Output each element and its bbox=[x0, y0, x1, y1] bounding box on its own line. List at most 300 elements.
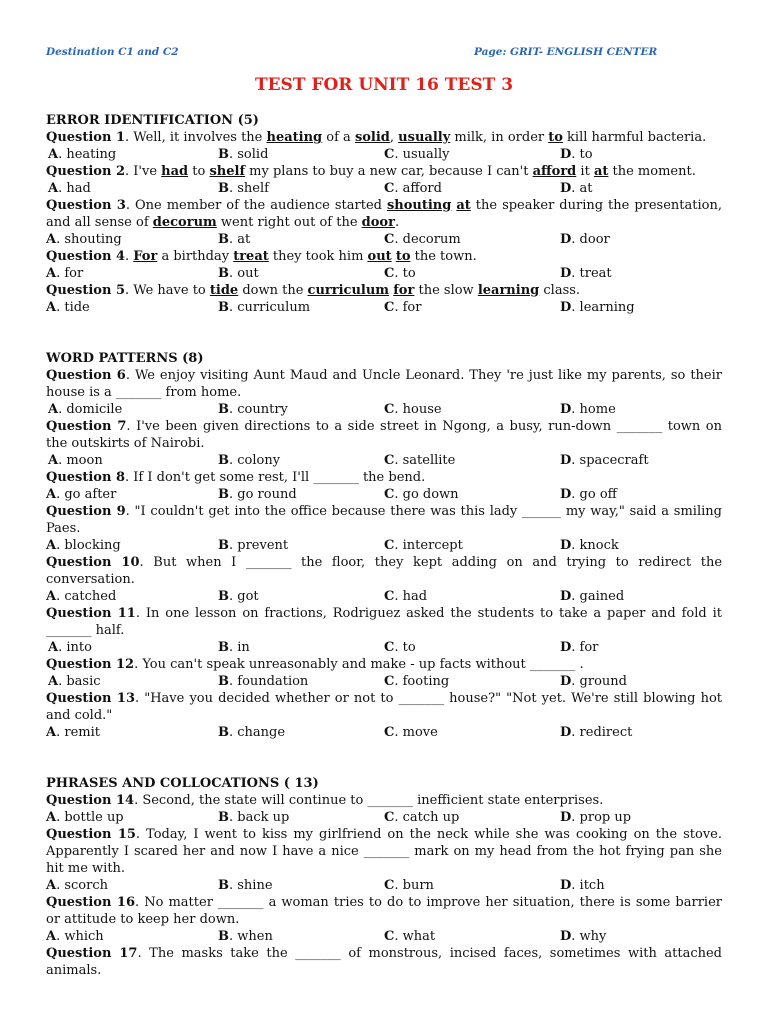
option-letter: D bbox=[560, 929, 572, 944]
option-text: . for bbox=[571, 640, 599, 655]
option-d[interactable] bbox=[560, 180, 720, 197]
question-text bbox=[46, 690, 722, 724]
option-letter: A bbox=[48, 402, 59, 417]
question-segment: the speaker during the presentation, and all sense of bbox=[46, 198, 722, 230]
option-letter: B bbox=[218, 810, 229, 825]
option-c[interactable] bbox=[384, 639, 560, 656]
question-label: Question 12 bbox=[46, 657, 135, 672]
question-label: Question 1 bbox=[46, 130, 126, 145]
options-row bbox=[46, 299, 722, 316]
option-text: . home bbox=[571, 402, 616, 417]
option-text: . go down bbox=[394, 487, 459, 502]
option-text: . shelf bbox=[229, 181, 269, 196]
question-segment: . I've been given directions to a side street in Ngong, a busy, run-down bbox=[126, 419, 617, 434]
question-segment: . The masks take the bbox=[137, 946, 296, 961]
option-text: . catched bbox=[56, 589, 117, 604]
option-letter: D bbox=[560, 725, 572, 740]
option-text: . gained bbox=[571, 589, 625, 604]
option-letter: A bbox=[46, 538, 57, 553]
options-row bbox=[46, 673, 722, 690]
question-segment: went right out of the bbox=[216, 215, 362, 230]
option-b[interactable] bbox=[218, 299, 384, 316]
question-label: Question 7 bbox=[46, 419, 127, 434]
option-letter: B bbox=[218, 147, 229, 162]
option-letter: B bbox=[218, 232, 229, 247]
question-segment: . bbox=[394, 215, 400, 230]
options-row bbox=[46, 588, 722, 605]
question-text bbox=[46, 945, 722, 979]
answer-blank: _______ bbox=[363, 844, 410, 859]
option-letter: D bbox=[560, 674, 572, 689]
option-d[interactable] bbox=[560, 537, 720, 554]
option-d[interactable] bbox=[560, 877, 720, 894]
option-letter: B bbox=[218, 181, 229, 196]
option-text: . at bbox=[571, 181, 593, 196]
option-text: . for bbox=[394, 300, 422, 315]
option-text: . prop up bbox=[571, 810, 632, 825]
option-text: . shouting bbox=[56, 232, 122, 247]
option-text: . satellite bbox=[394, 453, 456, 468]
answer-blank: _______ bbox=[295, 946, 341, 961]
option-letter: B bbox=[218, 538, 229, 553]
option-d[interactable] bbox=[560, 486, 720, 503]
answer-blank: _______ bbox=[115, 385, 162, 400]
option-c[interactable] bbox=[384, 146, 560, 163]
option-a[interactable] bbox=[46, 452, 218, 469]
question-segment: . "Have you decided whether or not to bbox=[135, 691, 399, 706]
answer-blank: _______ bbox=[245, 555, 292, 570]
option-letter: C bbox=[384, 487, 395, 502]
option-letter: B bbox=[218, 674, 229, 689]
question-segment: of monstrous, incised faces, sometimes with attached animals. bbox=[46, 946, 723, 978]
option-letter: C bbox=[384, 878, 395, 893]
option-letter: D bbox=[560, 589, 572, 604]
option-letter: B bbox=[218, 929, 229, 944]
option-letter: C bbox=[384, 402, 395, 417]
question-text bbox=[46, 282, 722, 299]
option-text: . why bbox=[571, 929, 607, 944]
underlined-word: curriculum bbox=[307, 283, 390, 298]
question-segment: the bend. bbox=[358, 470, 426, 485]
option-text: . afford bbox=[394, 181, 442, 196]
question-segment: half. bbox=[91, 623, 125, 638]
test-content bbox=[46, 112, 722, 979]
option-letter: B bbox=[218, 402, 229, 417]
option-text: . back up bbox=[229, 810, 290, 825]
option-text: . itch bbox=[571, 878, 605, 893]
option-text: . got bbox=[229, 589, 259, 604]
option-b[interactable] bbox=[218, 180, 384, 197]
options-row bbox=[46, 486, 722, 503]
option-a[interactable] bbox=[46, 724, 218, 741]
question-label: Question 5 bbox=[46, 283, 126, 298]
option-letter: A bbox=[48, 674, 59, 689]
question-segment: a woman tries to do to improve her situation, there is some barrier or attitude to keep her down. bbox=[46, 895, 722, 927]
question-text bbox=[46, 418, 722, 452]
option-letter: C bbox=[384, 147, 395, 162]
option-text: . go after bbox=[56, 487, 117, 502]
underlined-word: treat bbox=[233, 249, 269, 264]
option-d[interactable] bbox=[560, 299, 720, 316]
option-b[interactable] bbox=[218, 231, 384, 248]
question-segment: . Today, I went to kiss my girlfriend on the neck while she was cooking on the stove. Apparently I scared her and now I have a nice bbox=[46, 827, 722, 859]
option-b[interactable] bbox=[218, 537, 384, 554]
question-label: Question 16 bbox=[46, 895, 135, 910]
section-spacer bbox=[46, 316, 722, 350]
option-c[interactable] bbox=[384, 401, 560, 418]
underlined-word: out bbox=[367, 249, 392, 264]
question-segment: down the bbox=[238, 283, 308, 298]
option-b[interactable] bbox=[218, 486, 384, 503]
option-b[interactable] bbox=[218, 265, 384, 282]
option-letter: D bbox=[560, 147, 572, 162]
question-label: Question 15 bbox=[46, 827, 136, 842]
option-letter: D bbox=[560, 181, 572, 196]
question-segment: house?" "Not yet. We're still blowing hot and cold." bbox=[46, 691, 722, 723]
option-letter: A bbox=[46, 725, 57, 740]
option-b[interactable] bbox=[218, 809, 384, 826]
option-text: . knock bbox=[571, 538, 619, 553]
option-d[interactable] bbox=[560, 588, 720, 605]
option-text: . go off bbox=[571, 487, 617, 502]
question-text bbox=[46, 656, 722, 673]
options-row bbox=[46, 809, 722, 826]
option-text: . decorum bbox=[394, 232, 461, 247]
option-d[interactable] bbox=[560, 928, 720, 945]
option-d[interactable] bbox=[560, 452, 720, 469]
underlined-word: tide bbox=[209, 283, 239, 298]
option-a[interactable] bbox=[46, 809, 218, 826]
option-text: . go round bbox=[229, 487, 297, 502]
option-a[interactable] bbox=[46, 299, 218, 316]
underlined-word: For bbox=[133, 249, 158, 264]
question-label: Question 9 bbox=[46, 504, 126, 519]
option-a[interactable] bbox=[46, 265, 218, 282]
question-segment: . But when I bbox=[139, 555, 246, 570]
option-letter: D bbox=[560, 810, 572, 825]
question-segment: the floor, they kept adding on and trying to redirect the conversation. bbox=[46, 555, 723, 587]
option-text: . into bbox=[58, 640, 92, 655]
option-c[interactable] bbox=[384, 265, 560, 282]
option-letter: B bbox=[218, 266, 229, 281]
options-row bbox=[46, 537, 722, 554]
option-letter: A bbox=[48, 147, 59, 162]
section-heading: ERROR IDENTIFICATION (5) bbox=[46, 113, 259, 128]
question-segment: , bbox=[389, 130, 399, 145]
question-segment: to bbox=[188, 164, 210, 179]
option-text: . ground bbox=[571, 674, 627, 689]
question-segment: . I've bbox=[125, 164, 162, 179]
question-segment: . "I couldn't get into the office because there was this lady bbox=[125, 504, 523, 519]
option-a[interactable] bbox=[46, 537, 218, 554]
question-text bbox=[46, 503, 722, 537]
option-text: . tide bbox=[56, 300, 90, 315]
option-a[interactable] bbox=[46, 146, 218, 163]
option-text: . which bbox=[56, 929, 104, 944]
option-text: . heating bbox=[58, 147, 117, 162]
option-text: . move bbox=[394, 725, 438, 740]
option-text: . had bbox=[394, 589, 428, 604]
option-a[interactable] bbox=[46, 180, 218, 197]
option-b[interactable] bbox=[218, 146, 384, 163]
question-text bbox=[46, 554, 722, 588]
option-letter: B bbox=[218, 487, 229, 502]
option-a[interactable] bbox=[46, 673, 218, 690]
option-letter: C bbox=[384, 453, 395, 468]
option-text: . solid bbox=[229, 147, 269, 162]
option-b[interactable] bbox=[218, 588, 384, 605]
option-c[interactable] bbox=[384, 486, 560, 503]
question-label: Question 17 bbox=[46, 946, 138, 961]
option-d[interactable] bbox=[560, 639, 720, 656]
options-row bbox=[46, 877, 722, 894]
underlined-word: shelf bbox=[209, 164, 246, 179]
question-segment: the moment. bbox=[608, 164, 696, 179]
question-segment: the town. bbox=[410, 249, 477, 264]
options-row bbox=[46, 146, 722, 163]
underlined-word: learning bbox=[477, 283, 540, 298]
underlined-word: heating bbox=[266, 130, 323, 145]
option-b[interactable] bbox=[218, 724, 384, 741]
option-c[interactable] bbox=[384, 588, 560, 605]
question-segment: mark on my head from the hot frying pan she hit me with. bbox=[46, 844, 722, 876]
option-text: . remit bbox=[56, 725, 100, 740]
underlined-word: to bbox=[548, 130, 563, 145]
underlined-word: had bbox=[161, 164, 189, 179]
question-segment: . Second, the state will continue to bbox=[134, 793, 368, 808]
option-d[interactable] bbox=[560, 231, 720, 248]
option-c[interactable] bbox=[384, 537, 560, 554]
answer-blank: ______ bbox=[522, 504, 562, 519]
option-letter: A bbox=[48, 640, 59, 655]
answer-blank: _______ bbox=[46, 623, 92, 638]
option-b[interactable] bbox=[218, 639, 384, 656]
option-b[interactable] bbox=[218, 928, 384, 945]
option-text: . shine bbox=[229, 878, 273, 893]
option-letter: C bbox=[384, 929, 395, 944]
question-text bbox=[46, 197, 722, 231]
option-d[interactable] bbox=[560, 265, 720, 282]
option-text: . to bbox=[394, 640, 416, 655]
option-letter: A bbox=[46, 266, 57, 281]
option-text: . redirect bbox=[571, 725, 633, 740]
underlined-word: for bbox=[393, 283, 415, 298]
question-segment: class. bbox=[539, 283, 581, 298]
option-letter: D bbox=[560, 487, 572, 502]
option-letter: D bbox=[560, 878, 572, 893]
option-a[interactable] bbox=[46, 639, 218, 656]
question-text bbox=[46, 129, 722, 146]
option-letter: D bbox=[560, 538, 572, 553]
question-segment: my plans to buy a new car, because I can't bbox=[245, 164, 533, 179]
option-letter: C bbox=[384, 181, 395, 196]
question-label: Question 6 bbox=[46, 368, 126, 383]
answer-blank: _______ bbox=[529, 657, 576, 672]
option-a[interactable] bbox=[46, 486, 218, 503]
option-text: . footing bbox=[394, 674, 450, 689]
option-c[interactable] bbox=[384, 673, 560, 690]
question-segment: from home. bbox=[161, 385, 242, 400]
option-a[interactable] bbox=[46, 401, 218, 418]
question-segment: . We enjoy visiting Aunt Maud and Uncle Leonard. They 're just like my parents, so their house is a bbox=[46, 368, 722, 400]
option-text: . learning bbox=[571, 300, 635, 315]
question-segment: . No matter bbox=[135, 895, 218, 910]
option-text: . catch up bbox=[394, 810, 460, 825]
option-text: . country bbox=[229, 402, 288, 417]
option-c[interactable] bbox=[384, 724, 560, 741]
option-d[interactable] bbox=[560, 673, 720, 690]
answer-blank: _______ bbox=[367, 793, 413, 808]
option-text: . at bbox=[229, 232, 251, 247]
option-letter: C bbox=[384, 538, 395, 553]
option-c[interactable] bbox=[384, 928, 560, 945]
option-a[interactable] bbox=[46, 588, 218, 605]
option-letter: A bbox=[46, 878, 57, 893]
question-text bbox=[46, 163, 722, 180]
option-text: . change bbox=[229, 725, 286, 740]
option-a[interactable] bbox=[46, 231, 218, 248]
question-label: Question 11 bbox=[46, 606, 136, 621]
option-text: . foundation bbox=[229, 674, 309, 689]
option-letter: B bbox=[218, 725, 229, 740]
option-text: . blocking bbox=[56, 538, 121, 553]
question-label: Question 13 bbox=[46, 691, 136, 706]
answer-blank: _______ bbox=[616, 419, 663, 434]
question-segment: . One member of the audience started bbox=[125, 198, 387, 213]
option-c[interactable] bbox=[384, 452, 560, 469]
option-text: . domicile bbox=[58, 402, 123, 417]
option-b[interactable] bbox=[218, 401, 384, 418]
option-d[interactable] bbox=[560, 146, 720, 163]
option-b[interactable] bbox=[218, 673, 384, 690]
option-text: . house bbox=[394, 402, 442, 417]
option-text: . intercept bbox=[394, 538, 463, 553]
options-row bbox=[46, 452, 722, 469]
option-letter: C bbox=[384, 674, 395, 689]
question-segment: . You can't speak unreasonably and make - up facts without bbox=[134, 657, 530, 672]
answer-blank: _______ bbox=[218, 895, 264, 910]
option-c[interactable] bbox=[384, 877, 560, 894]
option-text: . moon bbox=[58, 453, 103, 468]
underlined-word: door bbox=[361, 215, 395, 230]
option-text: . door bbox=[571, 232, 610, 247]
question-segment: kill harmful bacteria. bbox=[562, 130, 707, 145]
question-label: Question 4 bbox=[46, 249, 126, 264]
option-letter: B bbox=[218, 589, 229, 604]
option-b[interactable] bbox=[218, 877, 384, 894]
question-segment: a birthday bbox=[157, 249, 234, 264]
option-letter: C bbox=[384, 640, 395, 655]
option-text: . bottle up bbox=[56, 810, 124, 825]
answer-blank: _______ bbox=[313, 470, 359, 485]
question-text bbox=[46, 826, 722, 877]
question-segment: they took him bbox=[268, 249, 368, 264]
option-letter: C bbox=[384, 266, 395, 281]
option-c[interactable] bbox=[384, 231, 560, 248]
option-letter: A bbox=[48, 181, 59, 196]
option-c[interactable] bbox=[384, 180, 560, 197]
option-text: . when bbox=[229, 929, 273, 944]
underlined-word: to bbox=[395, 249, 411, 264]
question-segment: it bbox=[576, 164, 594, 179]
option-text: . curriculum bbox=[229, 300, 311, 315]
options-row bbox=[46, 639, 722, 656]
option-letter: D bbox=[560, 453, 572, 468]
option-a[interactable] bbox=[46, 928, 218, 945]
underlined-word: solid bbox=[354, 130, 390, 145]
option-text: . to bbox=[394, 266, 416, 281]
option-letter: C bbox=[384, 589, 395, 604]
question-segment: the slow bbox=[414, 283, 478, 298]
option-b[interactable] bbox=[218, 452, 384, 469]
options-row bbox=[46, 401, 722, 418]
question-text bbox=[46, 792, 722, 809]
question-segment: . Well, it involves the bbox=[125, 130, 267, 145]
question-segment: . In one lesson on fractions, Rodriguez asked the students to take a paper and fold it bbox=[135, 606, 722, 621]
section-spacer bbox=[46, 741, 722, 775]
option-letter: A bbox=[46, 810, 57, 825]
option-letter: A bbox=[46, 300, 57, 315]
option-c[interactable] bbox=[384, 299, 560, 316]
options-row bbox=[46, 180, 722, 197]
option-text: . colony bbox=[229, 453, 281, 468]
question-label: Question 3 bbox=[46, 198, 126, 213]
question-segment: milk, in order bbox=[450, 130, 549, 145]
option-text: . had bbox=[58, 181, 91, 196]
option-text: . in bbox=[229, 640, 250, 655]
option-text: . for bbox=[56, 266, 84, 281]
option-c[interactable] bbox=[384, 809, 560, 826]
option-text: . prevent bbox=[229, 538, 289, 553]
options-row bbox=[46, 928, 722, 945]
option-letter: B bbox=[218, 300, 229, 315]
question-segment: town on the outskirts of Nairobi. bbox=[46, 419, 722, 451]
option-text: . out bbox=[229, 266, 259, 281]
question-segment: . bbox=[125, 249, 134, 264]
page-title: TEST FOR UNIT 16 TEST 3 bbox=[254, 75, 514, 95]
option-letter: C bbox=[384, 725, 395, 740]
option-letter: D bbox=[560, 232, 572, 247]
question-text bbox=[46, 894, 722, 928]
option-d[interactable] bbox=[560, 401, 720, 418]
option-letter: C bbox=[384, 232, 395, 247]
option-letter: C bbox=[384, 810, 395, 825]
option-letter: B bbox=[218, 453, 229, 468]
option-d[interactable] bbox=[560, 724, 720, 741]
option-letter: D bbox=[560, 266, 572, 281]
underlined-word: afford bbox=[532, 164, 577, 179]
option-letter: B bbox=[218, 878, 229, 893]
section-heading: WORD PATTERNS (8) bbox=[46, 351, 204, 366]
question-segment: my way," said a smiling Paes. bbox=[46, 504, 722, 536]
option-letter: A bbox=[48, 453, 59, 468]
underlined-word: usually bbox=[398, 130, 451, 145]
question-segment: . If I don't get some rest, I'll bbox=[125, 470, 314, 485]
answer-blank: _______ bbox=[398, 691, 445, 706]
header-right: Page: GRIT- ENGLISH CENTER bbox=[474, 46, 658, 58]
option-a[interactable] bbox=[46, 877, 218, 894]
option-d[interactable] bbox=[560, 809, 720, 826]
question-label: Question 8 bbox=[46, 470, 126, 485]
question-text bbox=[46, 367, 722, 401]
question-label: Question 14 bbox=[46, 793, 135, 808]
question-text bbox=[46, 605, 722, 639]
options-row bbox=[46, 724, 722, 741]
option-text: . treat bbox=[571, 266, 612, 281]
underlined-word: at bbox=[456, 198, 471, 213]
question-label: Question 2 bbox=[46, 164, 126, 179]
underlined-word: shouting bbox=[386, 198, 452, 213]
